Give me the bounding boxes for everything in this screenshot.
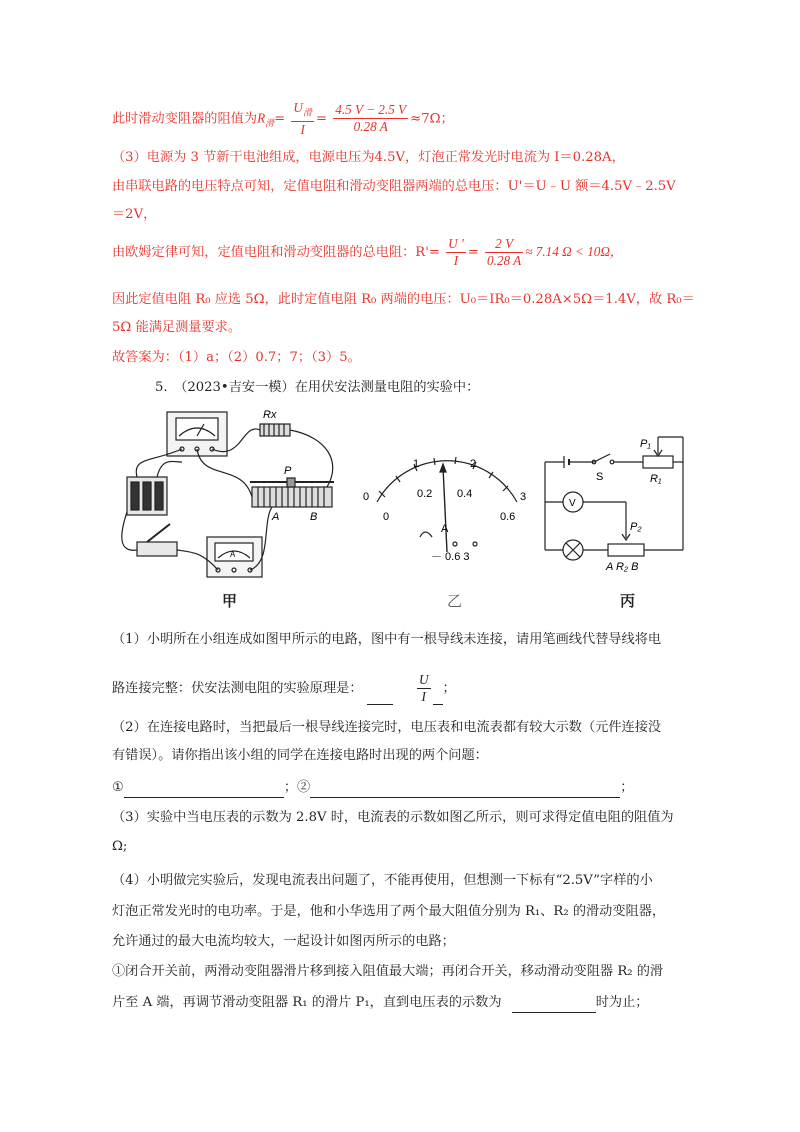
label-a: A	[272, 511, 280, 523]
q4-line-d: ①闭合开关前，两滑动变阻器滑片移到接入阻值最大端；再闭合开关，移动滑动变阻器 R₂ 的滑	[112, 964, 664, 979]
q2-blank-1[interactable]	[124, 797, 284, 798]
caption-bing: 丙	[620, 592, 636, 610]
caption-yi: 乙	[447, 592, 463, 610]
scale-bottom-0-2: 0.2	[417, 488, 433, 500]
q2-blank-2[interactable]	[310, 797, 620, 798]
fraction-voltage-over-current: $\frac{4.5 V - 2.5 V}{0.28 A}$	[335, 102, 407, 135]
label-b: B	[310, 511, 318, 523]
fraction-u-prime-over-i: $\frac{U '}{I}$	[448, 236, 464, 268]
scale-top-1: 1	[413, 458, 420, 470]
label-ar2b: A R₂ B	[606, 561, 639, 573]
solution-answer: 故答案为：（1）a；（2）0.7；7；（3）5。	[112, 350, 361, 365]
q2-line-c: ① ；② ；	[112, 778, 633, 798]
solution-line-4: ＝2V，	[112, 207, 157, 222]
q1-line-b: 路连接完整：伏安法测电阻的实验原理是： $\frac{U}{I}$ ；	[112, 672, 456, 704]
caption-jia: 甲	[222, 592, 238, 610]
q3-line-a: （3）实验中当电压表的示数为 2.8V 时，电流表的示数如图乙所示，则可求得定值电阻的阻值为	[112, 810, 674, 825]
label-p1: P₁	[640, 438, 651, 450]
solution-line-1: 此时滑动变阻器的阻值为$R_滑=$ $\frac{U_滑}{I}$ = $\frac{4.5 V - 2.5 V}{0.28 A}$ ≈7Ω；	[112, 100, 454, 137]
figure-bing-circuit	[538, 402, 698, 592]
q3-line-b: Ω;	[112, 839, 128, 854]
solution-line-6: 因此定值电阻 R₀ 应选 5Ω，此时定值电阻 R₀ 两端的电压：U₀＝IR₀＝0.28A×5Ω＝1.4V，故 R₀＝	[112, 292, 695, 307]
scale-bottom-0-4: 0.4	[457, 488, 473, 500]
q2-line-b: 有错误）。请你指出该小组的同学在连接电路时出现的两个问题：	[112, 748, 488, 763]
voltmeter-label: V	[569, 498, 576, 509]
q4-line-b: 灯泡正常发光时的电功率。于是，他和小华选用了两个最大阻值分别为 R₁、R₂ 的滑动变阻器，	[112, 904, 666, 919]
q4-blank[interactable]	[512, 1012, 596, 1013]
fraction-principle: $\frac{U}{I}$	[418, 672, 429, 704]
scale-bottom-0-6: 0.6	[500, 511, 516, 523]
scale-bottom-0: 0	[383, 511, 390, 523]
label-p: P	[284, 465, 292, 477]
fraction-2v-over-current: $\frac{2 V}{0.28 A}$	[487, 236, 522, 268]
label-rx: Rx	[263, 409, 277, 421]
ammeter-terminals: － 0.6 3	[431, 551, 470, 563]
label-p2: P₂	[630, 521, 642, 533]
fraction-u-over-i: $\frac{U_滑}{I}$	[293, 100, 312, 137]
figure-jia-circuit	[112, 402, 352, 592]
q4-line-c: 允许通过的最大电流均较大，一起设计如图丙所示的电路；	[112, 934, 455, 949]
q4-line-e: 片至 A 端，再调节滑动变阻器 R₁ 的滑片 P₁，直到电压表的示数为 时为止；	[112, 993, 649, 1013]
q2-line-a: （2）在连接电路时，当把最后一根导线连接完时，电压表和电流表都有较大示数（元件连接没	[112, 720, 662, 735]
solution-line-2: （3）电源为 3 节新干电池组成，电源电压为4.5V，灯泡正常发光时电流为 I＝0.28A，	[112, 150, 625, 165]
q1-line-a: （1）小明所在小组连成如图甲所示的电路，图中有一根导线未连接，请用笔画线代替导线将电	[112, 632, 662, 647]
switch-label: S	[596, 471, 604, 483]
scale-top-2: 2	[470, 458, 477, 470]
solution-line-5: 由欧姆定律可知，定值电阻和滑动变阻器的总电阻：R'= $\frac{U '}{I}$ = $\frac{2 V}{0.28 A}$ ≈ 7.14 Ω < 10Ω，	[112, 236, 624, 268]
figure-yi-ammeter-scale	[355, 402, 540, 592]
solution-line-7: 5Ω 能满足测量要求。	[112, 320, 242, 335]
solution-line-3: 由串联电路的电压特点可知，定值电阻和滑动变阻器两端的总电压：U'＝U﹣U 额＝4.5V﹣2.5V	[112, 179, 676, 194]
scale-top-0: 0	[363, 491, 370, 503]
label-meter-a: A	[230, 550, 236, 559]
q4-line-a: （4）小明做完实验后，发现电流表出问题了，不能再使用，但想测一下标有“2.5V”字样的小	[112, 873, 653, 888]
q1-blank-right[interactable]	[433, 704, 443, 705]
ammeter-label: A	[441, 523, 449, 535]
q1-blank-left[interactable]	[367, 704, 393, 705]
label-r1: R₁	[650, 473, 662, 485]
scale-top-3: 3	[520, 491, 527, 503]
question-header: 5. （2023•吉安一模）在用伏安法测量电阻的实验中：	[155, 380, 480, 395]
